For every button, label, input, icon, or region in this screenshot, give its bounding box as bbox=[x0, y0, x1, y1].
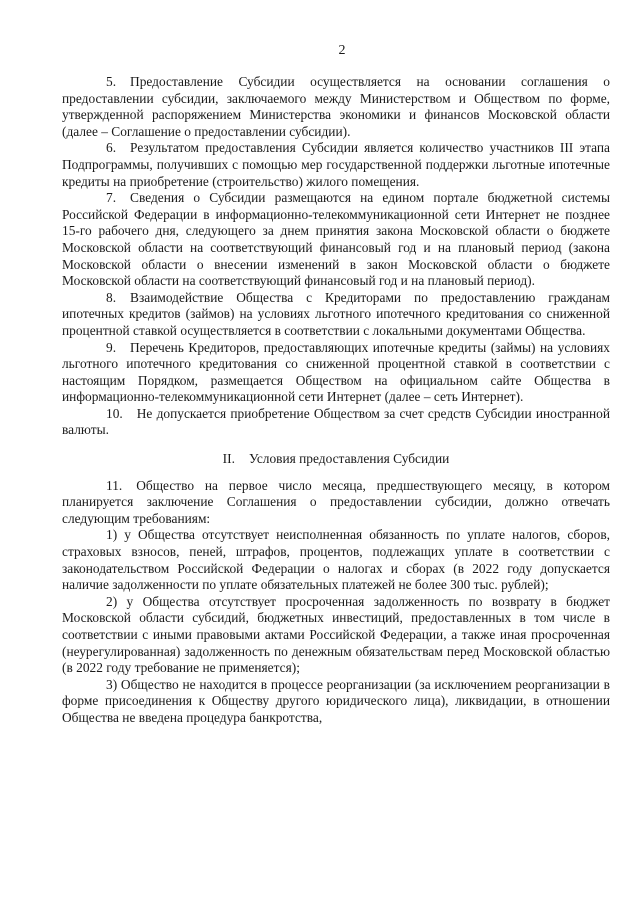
paragraph-5 bbox=[62, 74, 610, 140]
list-item-text: 1) у Общества отсутствует неисполненная обязанность по уплате налогов, сборов, страховых взносов, пеней, штрафов, процентов, подлежащих уплате в соответствии с законодательством Российской Федерации о налогах и сборах (в 2022 году допускается наличие задолженности по уплате обязательных платежей не более 300 тыс. рублей); bbox=[62, 527, 610, 593]
paragraph-text: Сведения о Субсидии размещаются на едином портале бюджетной системы Российской Федерации в информационно-телекоммуникационной сети Интернет не позднее 15-го рабочего дня, следующего за днем принятия закона Московской области о бюджете Московской области на соответствующий финансовый год и на плановый период (закона Московской области о внесении изменений в закон Московской области о бюджете Московской области на соответствующий финансовый год и на плановый период). bbox=[62, 190, 610, 289]
paragraph-number: 5. bbox=[106, 74, 117, 89]
paragraph-text: Не допускается приобретение Обществом за счет средств Субсидии иностранной валюты. bbox=[62, 405, 610, 438]
list-item-2 bbox=[62, 594, 610, 677]
paragraph-text: Взаимодействие Общества с Кредиторами по предоставлению гражданам ипотечных кредитов (займов) на условиях льготного ипотечного кредитования со сниженной процентной ставкой осуществляется в соответствии с локальными документами Общества. bbox=[62, 289, 610, 338]
paragraph-number: 9. bbox=[106, 339, 117, 355]
section-title-text: Условия предоставления Субсидии bbox=[248, 451, 450, 467]
paragraph-text: Перечень Кредиторов, предоставляющих ипотечные кредиты (займы) на условиях льготного ипотечного кредитования со сниженной процентной ставкой в соответствии с настоящим Порядком, размещается Обществом на официальном сайте Общества в информационно-телекоммуникационной сети Интернет (далее – сеть Интернет). bbox=[62, 339, 610, 405]
paragraph-9 bbox=[62, 340, 610, 406]
paragraph-text: Предоставление Субсидии осуществляется на основании соглашения о предоставлении субсидии, заключаемого между Министерством и Обществом по форме, утвержденной распоряжением Министерства экономики и финансов Московской области (далее – Соглашение о предоставлении субсидии). bbox=[62, 74, 610, 139]
list-item-text: 2) у Общества отсутствует просроченная задолженность по возврату в бюджет Московской области субсидий, бюджетных инвестиций, предоставленных в том числе в соответствии с иными правовыми актами Российской Федерации, а также иная просроченная (неурегулированная) задолженность по денежным обязательствам перед Московской областью (в 2022 году требование не применяется); bbox=[62, 593, 610, 676]
paragraph-number: 6. bbox=[106, 140, 117, 156]
paragraph-number: 10. bbox=[106, 405, 123, 421]
paragraph-11 bbox=[62, 478, 610, 528]
paragraph-number: 11. bbox=[106, 477, 123, 493]
paragraph-number: 8. bbox=[106, 289, 117, 305]
section-number: II. bbox=[222, 451, 235, 467]
list-item-3 bbox=[62, 677, 610, 727]
paragraph-number: 7. bbox=[106, 190, 117, 206]
page-number: 2 bbox=[338, 43, 346, 58]
paragraph-text: Результатом предоставления Субсидии является количество участников III этапа Подпрограммы, получивших с помощью мер государственной поддержки льготные ипотечные кредиты на приобретение (строительство) жилого помещения. bbox=[62, 140, 610, 189]
paragraph-text: Общество на первое число месяца, предшествующего месяцу, в котором планируется заключение Соглашения о предоставлении субсидии, должно отвечать следующим требованиям: bbox=[62, 477, 610, 526]
list-item-text: 3) Общество не находится в процессе реорганизации (за исключением реорганизации в форме присоединения к Обществу другого юридического лица), ликвидации, в отношении Общества не введена процедура банкротства, bbox=[62, 676, 610, 725]
paragraph-8 bbox=[62, 290, 610, 340]
list-item-1 bbox=[62, 527, 610, 593]
paragraph-10 bbox=[62, 406, 610, 439]
paragraph-7 bbox=[62, 190, 610, 290]
section-heading bbox=[62, 451, 610, 468]
paragraph-6 bbox=[62, 140, 610, 190]
